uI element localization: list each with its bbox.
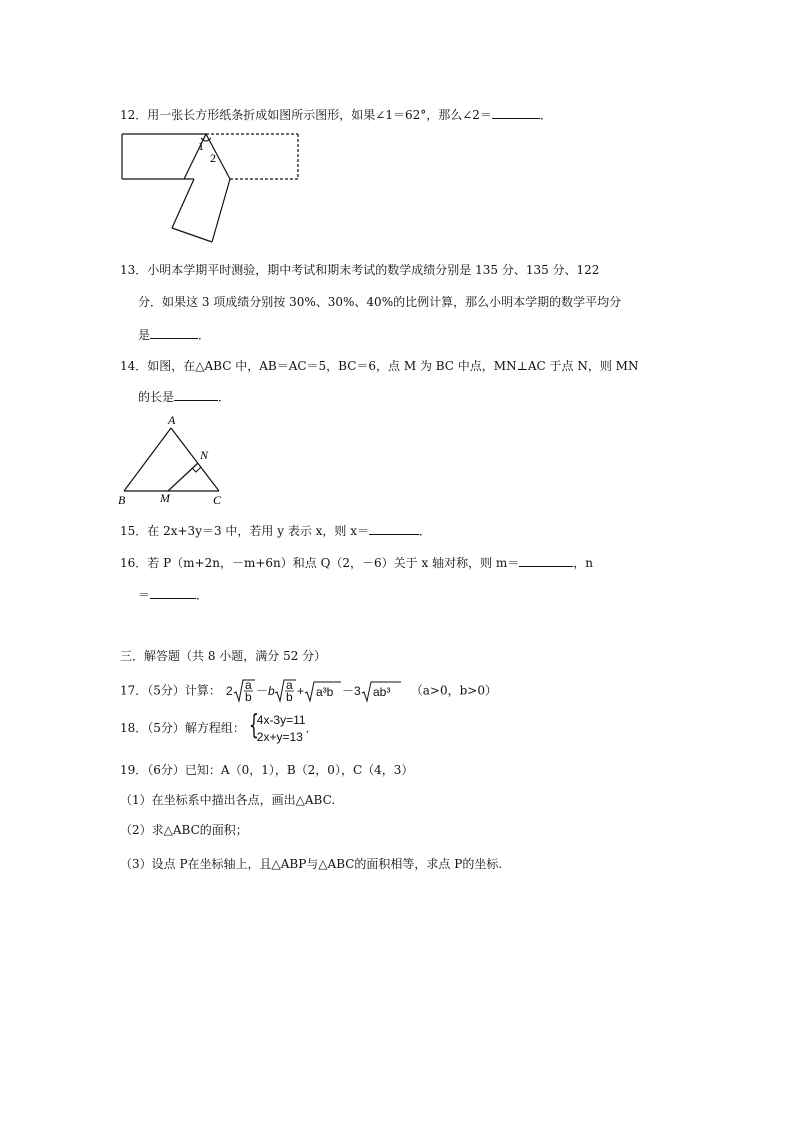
angle-1-label: 1 <box>198 139 204 153</box>
svg-text:a: a <box>285 678 293 692</box>
answer-blank <box>492 106 540 119</box>
brace-icon: { <box>248 707 259 741</box>
question-13-line3: 是 ． <box>138 328 211 342</box>
vertex-b-label: B <box>118 493 126 507</box>
question-number: 14． <box>120 359 148 373</box>
triangle-abc-figure <box>116 412 228 510</box>
svg-text:ab³: ab³ <box>372 685 391 699</box>
question-19-part-2: （2）求△ABC的面积； <box>120 823 248 837</box>
question-19: 19．（6分）已知：A（0，1），B（2，0），C（4，3） <box>120 763 414 777</box>
answer-blank-m <box>519 554 573 567</box>
question-19-part-1: （1）在坐标系中描出各点，画出△ABC. <box>120 793 336 807</box>
svg-text:b: b <box>267 684 275 698</box>
svg-text:+: + <box>296 684 304 698</box>
question-13: 13．小明本学期平时测验，期中考试和期末考试的数学成绩分别是 135 分、135 分、122 <box>120 263 600 277</box>
question-15: 15．在 2x+3y＝3 中，若用 y 表示 x，则 x＝ ． <box>120 524 432 538</box>
svg-text:a: a <box>244 678 252 692</box>
svg-text:b: b <box>244 690 252 704</box>
svg-text:－: － <box>255 684 268 698</box>
question-13-line2: 分．如果这 3 项成绩分别按 30%、30%、40%的比例计算，那么小明本学期的数学平均分 <box>138 295 622 309</box>
answer-blank <box>150 326 198 339</box>
svg-text:3: 3 <box>353 684 361 698</box>
question-12: 12．用一张长方形纸条折成如图所示图形，如果∠1＝62°，那么∠2＝ ． <box>120 108 552 122</box>
question-14-line2: 的长是 ． <box>138 390 231 404</box>
vertex-a-label: A <box>168 413 176 427</box>
question-number: 12． <box>120 108 148 122</box>
angle-2-label: 2 <box>210 151 216 165</box>
question-16-line2: ＝ ． <box>138 588 209 602</box>
section-3-title: 三．解答题（共 8 小题，满分 52 分） <box>120 649 327 663</box>
question-number: 13． <box>120 263 148 277</box>
answer-blank <box>369 522 419 535</box>
answer-blank <box>174 388 218 401</box>
folded-strip-figure <box>120 130 302 250</box>
question-14: 14．如图，在△ABC 中，AB＝AC＝5，BC＝6，点 M 为 BC 中点，MN⊥AC 于点 N，则 MN <box>120 359 639 373</box>
vertex-c-label: C <box>213 493 222 507</box>
svg-text:2: 2 <box>225 684 233 698</box>
equation-system <box>248 707 306 746</box>
svg-text:a³b: a³b <box>315 685 334 699</box>
question-number: 17． <box>120 683 148 698</box>
question-18: 18．（5分）解方程组： { 4x-3y=11 2x+y=13 ． <box>120 707 318 744</box>
point-m-label: M <box>160 491 170 505</box>
equation-1: 4x-3y=11 <box>256 712 306 727</box>
point-n-label: N <box>200 448 209 462</box>
equation-2: 2x+y=13 <box>256 729 303 744</box>
svg-text:b: b <box>285 690 293 704</box>
question-number: 15． <box>120 524 148 538</box>
answer-blank-n <box>150 586 196 599</box>
question-number: 18． <box>120 721 148 735</box>
question-text: 用一张长方形纸条折成如图所示图形，如果∠1＝62°，那么∠2＝ <box>147 108 492 122</box>
question-17: 17．（5分）计算： 2 a b － b a b + a³b － 3 ab³ （a>0，b>0） <box>120 678 497 704</box>
question-19-part-3: （3）设点 P在坐标轴上，且△ABP与△ABC的面积相等，求点 P的坐标. <box>120 857 503 871</box>
expression-17 <box>225 678 411 704</box>
question-16: 16．若 P（m+2n，－m+6n）和点 Q（2，－6）关于 x 轴对称，则 m＝ ，n <box>120 556 594 570</box>
svg-text:－: － <box>341 684 354 698</box>
question-number: 19． <box>120 763 148 777</box>
question-number: 16． <box>120 556 148 570</box>
